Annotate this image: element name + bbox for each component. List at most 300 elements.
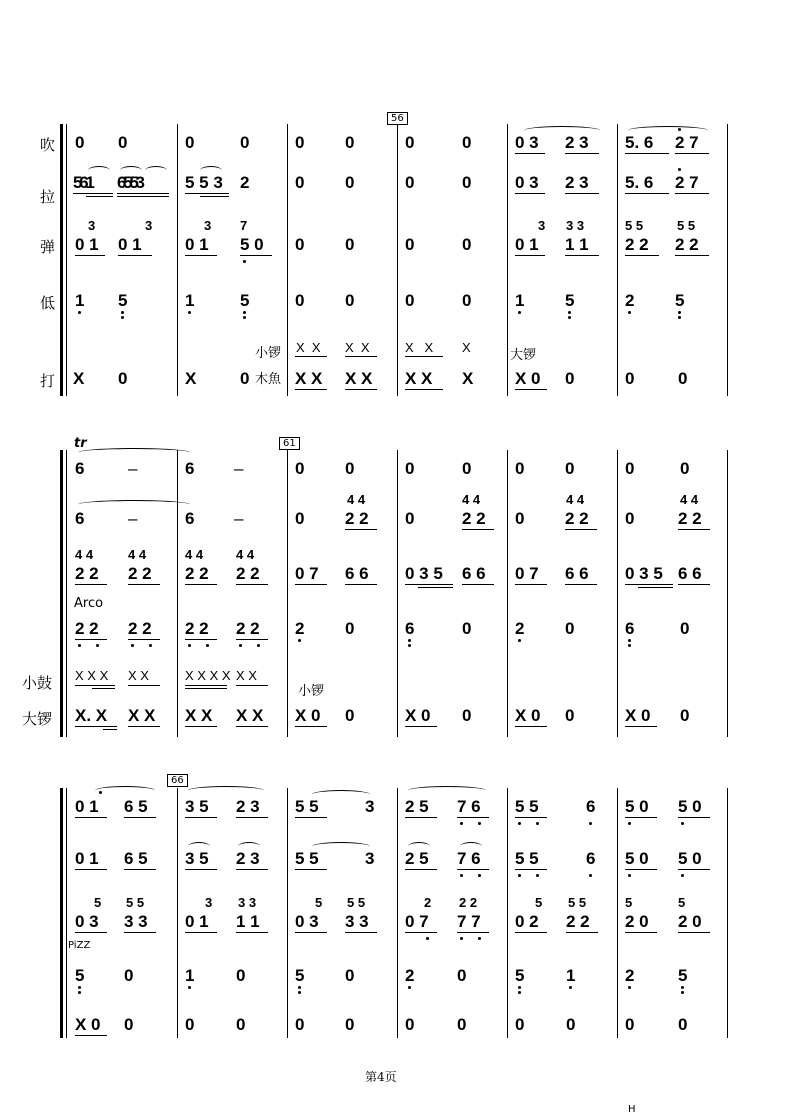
note: 2 2	[185, 619, 209, 638]
system-brace	[60, 450, 63, 737]
note: 0 7	[295, 564, 319, 583]
low-dot	[568, 316, 571, 319]
note: 5 0	[678, 797, 702, 816]
underline	[515, 726, 547, 727]
note: 2 2	[345, 509, 369, 528]
barline	[727, 788, 728, 1038]
note: 6 6	[678, 564, 702, 583]
low-dot	[628, 311, 631, 314]
low-dot	[518, 986, 521, 989]
note: 0	[462, 459, 472, 478]
slur	[188, 842, 210, 851]
low-dot	[408, 639, 411, 642]
slur	[628, 126, 708, 135]
underline	[405, 869, 437, 870]
underline	[625, 153, 669, 154]
underline	[128, 685, 160, 686]
barline	[66, 788, 67, 1038]
note: 0	[625, 459, 635, 478]
underline	[128, 726, 160, 727]
underline	[457, 817, 489, 818]
high-dot	[99, 791, 102, 794]
underline	[295, 932, 327, 933]
note: 0	[345, 966, 355, 985]
note: 2 0	[625, 912, 649, 931]
low-dot	[188, 644, 191, 647]
note: 5 0	[625, 849, 649, 868]
low-dot	[188, 986, 191, 989]
underline	[185, 869, 217, 870]
low-dot	[298, 991, 301, 994]
low-dot	[536, 822, 539, 825]
note: 7 6	[457, 849, 481, 868]
barline	[287, 124, 288, 396]
note: 5 5 3	[185, 173, 223, 192]
note: 0	[625, 1015, 635, 1034]
note: X X	[295, 369, 323, 388]
note: 0	[118, 369, 128, 388]
instrument-annotation: 大锣	[510, 348, 537, 363]
note: 5	[675, 291, 685, 310]
note: 7 6	[457, 797, 481, 816]
note: 0	[678, 1015, 688, 1034]
note: 5 5	[515, 797, 539, 816]
note: 1	[566, 966, 576, 985]
note: 1	[515, 291, 525, 310]
note: 2	[295, 619, 305, 638]
low-dot	[681, 991, 684, 994]
low-dot	[589, 874, 592, 877]
note: 0	[345, 619, 355, 638]
note: 2 2	[678, 509, 702, 528]
note: 5 0	[240, 235, 264, 254]
note: 6	[625, 619, 635, 638]
underline	[128, 584, 160, 585]
slur	[408, 786, 486, 795]
underline	[236, 817, 268, 818]
low-dot	[678, 316, 681, 319]
note: 5. 6	[625, 173, 654, 192]
low-dot	[188, 311, 191, 314]
note: 0	[295, 235, 305, 254]
underline	[295, 869, 327, 870]
low-dot	[78, 644, 81, 647]
note: X 0	[625, 706, 651, 725]
upper-note: 4 4	[236, 547, 255, 562]
upper-note: 3 3	[238, 895, 257, 910]
slur	[120, 166, 142, 175]
underline	[625, 817, 657, 818]
slur	[200, 166, 222, 175]
underline	[565, 153, 599, 154]
note: 2 3	[565, 173, 589, 192]
upper-note: 2 2	[459, 895, 478, 910]
low-dot	[243, 311, 246, 314]
note: 0	[462, 291, 472, 310]
note: 0	[625, 369, 635, 388]
note: 2	[625, 966, 635, 985]
note: X 0	[295, 706, 321, 725]
underline	[638, 587, 673, 588]
instrument-label: 小鼓	[22, 674, 53, 692]
underline	[457, 932, 489, 933]
note: 0	[457, 1015, 467, 1034]
note: 0	[405, 291, 415, 310]
underline	[515, 389, 547, 390]
note: 6 5 5 3	[117, 173, 141, 192]
underline	[236, 685, 268, 686]
underline	[515, 193, 545, 194]
note: 1	[185, 966, 195, 985]
underline	[345, 584, 377, 585]
note: 0	[345, 133, 355, 152]
note: 0 3 5	[405, 564, 443, 583]
cymbal-strokes: X X	[296, 340, 321, 355]
note: 0	[462, 235, 472, 254]
slur	[408, 842, 430, 851]
note: 0	[405, 509, 415, 528]
underline	[75, 685, 115, 686]
rehearsal-mark: 56	[387, 112, 408, 125]
low-dot	[628, 644, 631, 647]
note: 0 1	[185, 912, 209, 931]
underline	[678, 932, 710, 933]
corner-mark: H	[628, 1104, 636, 1115]
underline	[566, 932, 598, 933]
note: –	[128, 459, 138, 478]
low-dot	[518, 822, 521, 825]
underline	[92, 688, 115, 689]
underline	[678, 817, 710, 818]
note: 2 3	[236, 797, 260, 816]
low-dot	[518, 991, 521, 994]
slur	[524, 126, 600, 135]
note: 5. 6	[625, 133, 654, 152]
note: X X	[185, 706, 213, 725]
note: 0	[185, 1015, 195, 1034]
barline	[287, 450, 288, 737]
low-dot	[518, 874, 521, 877]
low-dot	[298, 986, 301, 989]
upper-note: 5 5	[625, 218, 644, 233]
upper-note: 4 4	[566, 492, 585, 507]
system-brace	[60, 788, 63, 1038]
low-dot	[239, 644, 242, 647]
note: 0 1	[75, 797, 99, 816]
note: 0	[680, 459, 690, 478]
drum-strokes: X X X	[75, 668, 109, 683]
note: 3	[365, 797, 375, 816]
note: 6 5	[124, 797, 148, 816]
slur	[460, 842, 482, 851]
upper-note: 5	[315, 895, 323, 910]
note: 5 0	[678, 849, 702, 868]
note: X	[73, 369, 85, 388]
note: 0 1	[185, 235, 209, 254]
underline	[678, 584, 710, 585]
barline	[177, 450, 178, 737]
underline	[405, 817, 437, 818]
note: 7 7	[457, 912, 481, 931]
low-dot	[628, 874, 631, 877]
underline	[678, 529, 710, 530]
underline	[515, 255, 545, 256]
upper-note: 5 5	[347, 895, 366, 910]
low-dot	[478, 822, 481, 825]
low-dot	[628, 822, 631, 825]
low-dot	[681, 822, 684, 825]
note: 2 2	[565, 509, 589, 528]
low-dot	[628, 986, 631, 989]
barline	[507, 124, 508, 396]
upper-note: 2	[424, 895, 432, 910]
note: 0	[565, 459, 575, 478]
note: 0 3	[515, 173, 539, 192]
upper-note: 5 5	[126, 895, 145, 910]
note: X	[462, 369, 474, 388]
note: 0	[462, 133, 472, 152]
note: 0	[124, 1015, 134, 1034]
barline	[66, 124, 67, 396]
upper-note: 5	[678, 895, 686, 910]
note: 0	[345, 706, 355, 725]
note: 0 1	[118, 235, 142, 254]
underline	[345, 389, 377, 390]
note: 6	[185, 459, 195, 478]
note: 0	[345, 173, 355, 192]
slur	[312, 842, 370, 851]
underline	[565, 193, 599, 194]
note: 1	[75, 291, 85, 310]
low-dot	[408, 986, 411, 989]
note: 0	[75, 133, 85, 152]
underline	[103, 729, 117, 730]
slur	[312, 790, 370, 799]
upper-note: 4 4	[680, 492, 699, 507]
underline	[405, 356, 443, 357]
underline	[124, 932, 156, 933]
note: 2 2	[236, 619, 260, 638]
upper-note: 5	[535, 895, 543, 910]
low-dot	[569, 986, 572, 989]
underline	[675, 255, 709, 256]
note: 0	[680, 619, 690, 638]
underline	[625, 584, 673, 585]
low-dot	[149, 644, 152, 647]
underline	[295, 726, 327, 727]
underline	[75, 639, 107, 640]
underline	[75, 869, 107, 870]
underline	[75, 584, 107, 585]
low-dot	[121, 316, 124, 319]
underline	[405, 389, 443, 390]
note: 2 5	[405, 849, 429, 868]
upper-note: 4 4	[185, 547, 204, 562]
note: 6	[405, 619, 415, 638]
note: 5	[515, 966, 525, 985]
upper-note: 5	[625, 895, 633, 910]
note: 5 6 1	[73, 173, 91, 192]
underline	[86, 196, 113, 197]
note: X	[185, 369, 197, 388]
underline	[675, 153, 709, 154]
note: 6 5	[124, 849, 148, 868]
note: 5	[118, 291, 128, 310]
underline	[678, 869, 710, 870]
underline	[117, 193, 169, 194]
note: 0	[185, 133, 195, 152]
underline	[295, 356, 327, 357]
note: 5	[240, 291, 250, 310]
instrument-annotation: 小锣	[255, 346, 282, 361]
low-dot	[206, 644, 209, 647]
note: 2 2	[128, 619, 152, 638]
underline	[515, 869, 547, 870]
underline	[295, 817, 327, 818]
note: 2 2	[128, 564, 152, 583]
underline	[345, 932, 377, 933]
underline	[75, 932, 107, 933]
low-dot	[78, 991, 81, 994]
upper-note: 3	[538, 218, 546, 233]
low-dot	[78, 311, 81, 314]
underline	[124, 869, 156, 870]
note: 0	[124, 966, 134, 985]
low-dot	[96, 644, 99, 647]
note: 0	[565, 706, 575, 725]
note: 5	[678, 966, 688, 985]
low-dot	[298, 639, 301, 642]
underline	[75, 255, 105, 256]
note: 2 7	[675, 133, 699, 152]
note: 2 2	[75, 564, 99, 583]
underline	[295, 584, 327, 585]
note: X X	[345, 369, 373, 388]
note: 0	[405, 459, 415, 478]
upper-note: 3 3	[566, 218, 585, 233]
underline	[118, 255, 152, 256]
underline	[565, 255, 599, 256]
note: –	[234, 509, 244, 528]
note: 6	[185, 509, 195, 528]
note: 0	[680, 706, 690, 725]
note: 0	[295, 509, 305, 528]
low-dot	[518, 639, 521, 642]
underline	[185, 817, 217, 818]
high-dot	[678, 128, 681, 131]
low-dot	[478, 874, 481, 877]
note: 6	[75, 509, 85, 528]
underline	[405, 932, 437, 933]
underline	[515, 153, 545, 154]
low-dot	[121, 311, 124, 314]
instrument-label: 吹	[40, 136, 56, 154]
underline	[345, 356, 377, 357]
note: 6 6	[462, 564, 486, 583]
barline	[177, 124, 178, 396]
note: 0	[118, 133, 128, 152]
note: 0 1	[75, 849, 99, 868]
upper-note: 3	[88, 218, 96, 233]
low-dot	[460, 822, 463, 825]
note: X X	[128, 706, 156, 725]
underline	[185, 255, 217, 256]
barline	[617, 450, 618, 737]
note: 0	[295, 133, 305, 152]
note: 0	[295, 173, 305, 192]
note: 2 0	[678, 912, 702, 931]
note: 2 2	[462, 509, 486, 528]
note: 6 6	[345, 564, 369, 583]
upper-note: 7	[240, 218, 248, 233]
note: X X	[236, 706, 264, 725]
underline	[625, 726, 657, 727]
note: 5 5	[515, 849, 539, 868]
low-dot	[243, 260, 246, 263]
upper-note: 3	[204, 218, 212, 233]
barline	[507, 788, 508, 1038]
instrument-label: 低	[40, 294, 56, 312]
cymbal-strokes: X X	[405, 340, 434, 355]
low-dot	[589, 822, 592, 825]
instrument-annotation: 小锣	[298, 684, 325, 699]
note: X 0	[515, 706, 541, 725]
note: 2	[240, 173, 250, 192]
underline	[565, 584, 597, 585]
note: X 0	[75, 1015, 101, 1034]
low-dot	[681, 874, 684, 877]
barline	[617, 788, 618, 1038]
drum-strokes: X X X X	[185, 668, 231, 683]
note: 0	[565, 619, 575, 638]
note: 3 3	[345, 912, 369, 931]
underline	[625, 932, 657, 933]
instrument-annotation: 木魚	[255, 372, 282, 387]
note: 5	[565, 291, 575, 310]
note: 3 3	[124, 912, 148, 931]
note: 0	[405, 1015, 415, 1034]
underline	[185, 932, 217, 933]
underline	[462, 529, 494, 530]
low-dot	[478, 937, 481, 940]
pizz-marking: PiZZ	[68, 940, 91, 951]
note: –	[128, 509, 138, 528]
note: 0	[462, 619, 472, 638]
underline	[185, 726, 217, 727]
note: X. X	[75, 706, 108, 725]
slur	[238, 842, 260, 851]
note: 2	[405, 966, 415, 985]
underline	[462, 584, 494, 585]
note: 0	[295, 1015, 305, 1034]
low-dot	[243, 316, 246, 319]
underline	[345, 529, 377, 530]
underline	[405, 584, 453, 585]
underline	[185, 639, 217, 640]
barline	[397, 124, 398, 396]
upper-note: 4 4	[462, 492, 481, 507]
slur	[95, 786, 155, 795]
low-dot	[257, 644, 260, 647]
underline	[236, 584, 268, 585]
note: 2 2	[625, 235, 649, 254]
underline	[515, 817, 547, 818]
underline	[236, 869, 268, 870]
underline	[128, 639, 160, 640]
underline	[185, 193, 229, 194]
low-dot	[536, 874, 539, 877]
note: 5 5	[295, 849, 319, 868]
